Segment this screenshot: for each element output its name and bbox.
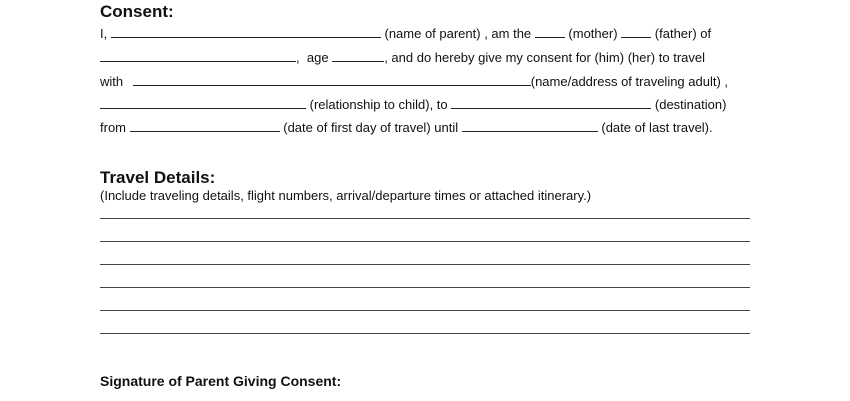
i-label: I,: [100, 26, 108, 41]
travel-detail-line-1[interactable]: [100, 218, 750, 219]
traveling-adult-field[interactable]: [133, 73, 531, 86]
age-label: age: [306, 50, 329, 65]
child-name-field[interactable]: [100, 49, 296, 62]
father-label: (father) of: [654, 26, 712, 41]
last-day-field[interactable]: [462, 119, 598, 132]
mother-field[interactable]: [535, 25, 565, 38]
consent-line-3: [100, 73, 728, 89]
comma-label: ,: [296, 50, 300, 65]
first-day-field[interactable]: [130, 119, 280, 132]
travel-detail-line-2[interactable]: [100, 241, 750, 242]
travel-instructions: (Include traveling details, flight numbers, arrival/departure times or attached itinerary.): [100, 188, 592, 203]
name-address-label: (name/address of traveling adult) ,: [530, 74, 729, 89]
consent-heading: Consent:: [100, 2, 174, 21]
father-field[interactable]: [621, 25, 651, 38]
from-label: from: [100, 120, 126, 135]
relationship-field[interactable]: [100, 96, 306, 109]
consent-line-5: [100, 119, 713, 135]
travel-detail-line-4[interactable]: [100, 287, 750, 288]
mother-label: (mother): [568, 26, 618, 41]
destination-label: (destination): [654, 97, 727, 112]
last-travel-label: (date of last travel).: [601, 120, 713, 135]
first-day-label: (date of first day of travel) until: [283, 120, 459, 135]
name-of-parent-label: (name of parent) , am the: [384, 26, 532, 41]
travel-detail-line-5[interactable]: [100, 310, 750, 311]
age-field[interactable]: [332, 49, 384, 62]
consent-line-1: [100, 25, 711, 41]
signature-heading: Signature of Parent Giving Consent:: [100, 373, 342, 389]
travel-details-heading: Travel Details:: [100, 168, 216, 187]
relationship-label: (relationship to child), to: [309, 97, 448, 112]
travel-detail-line-3[interactable]: [100, 264, 750, 265]
consent-text-label: , and do hereby give my consent for (him) (her) to travel: [384, 50, 705, 65]
destination-field[interactable]: [451, 96, 651, 109]
consent-line-4: [100, 96, 726, 112]
travel-detail-line-6[interactable]: [100, 333, 750, 334]
consent-line-2: [100, 49, 705, 65]
parent-name-field[interactable]: [111, 25, 381, 38]
with-label: with: [100, 74, 124, 89]
